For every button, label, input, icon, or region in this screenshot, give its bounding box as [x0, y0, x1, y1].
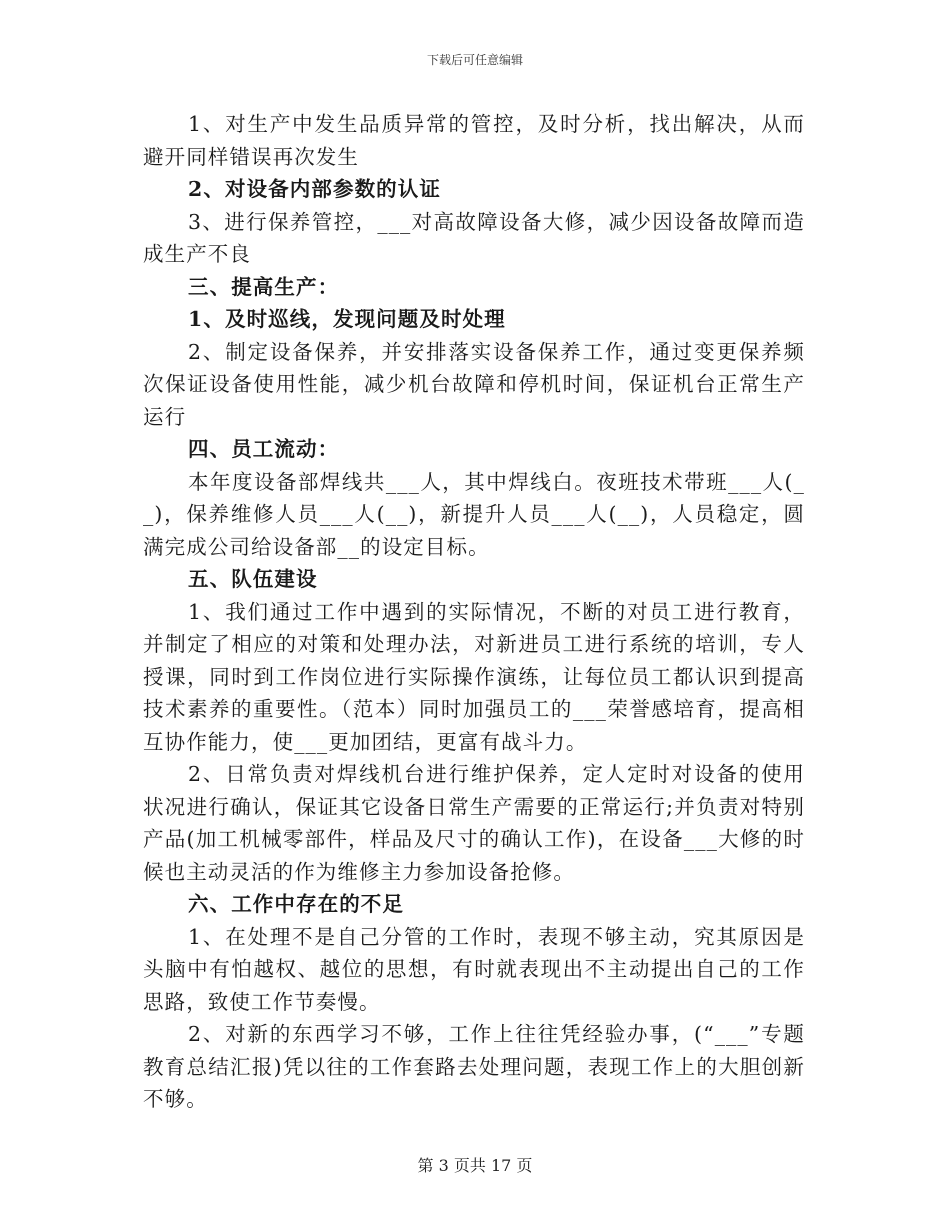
- paragraph-staff-training: 1、我们通过工作中遇到的实际情况，不断的对员工进行教育，并制定了相应的对策和处理办法，对新进员工进行系统的培训，专人授课，同时到工作岗位进行实际操作演练，让每位员工都认识到提高技术素养的重要性。（范本）同时加强员工的___荣誉感培育，提高相互协作能力，使___更加团结，更富有战斗力。: [143, 599, 805, 754]
- paragraph-maintenance-control: 3、进行保养管控，___对高故障设备大修，减少因设备故障而造成生产不良: [143, 209, 805, 266]
- page-footer: 第 3 页共 17 页: [417, 1156, 533, 1175]
- paragraph-maintenance-plan: 2、制定设备保养，并安排落实设备保养工作，通过变更保养频次保证设备使用性能，减少机台故障和停机时间，保证机台正常生产运行: [143, 339, 805, 429]
- paragraph-daily-maintenance: 2、日常负责对焊线机台进行维护保养，定人定时对设备的使用状况进行确认，保证其它设备日常生产需要的正常运行;并负责对特别产品(加工机械零部件，样品及尺寸的确认工作)，在设备___大修的时候也主动灵活的作为维修主力参加设备抢修。: [143, 762, 805, 884]
- paragraph-shortcoming-initiative: 1、在处理不是自己分管的工作时，表现不够主动，究其原因是头脑中有怕越权、越位的思想，有时就表现出不主动提出自己的工作思路，致使工作节奏慢。: [143, 924, 805, 1014]
- section-heading-team-building: 五、队伍建设: [188, 567, 318, 591]
- document-body: [143, 108, 805, 1116]
- section-heading-shortcomings: 六、工作中存在的不足: [188, 892, 404, 916]
- paragraph-parameter-verification: 2、对设备内部参数的认证: [188, 177, 441, 201]
- section-heading-improve-production: 三、提高生产：: [188, 274, 340, 299]
- paragraph-staff-numbers: 本年度设备部焊线共___人，其中焊线白。夜班技术带班___人(__)，保养维修人员___人(__)，新提升人员___人(__)，人员稳定，圆满完成公司给设备部__的设定目标。: [143, 469, 805, 559]
- section-heading-staff-turnover: 四、员工流动：: [188, 437, 340, 461]
- paragraph-shortcoming-learning: 2、对新的东西学习不够，工作上往往凭经验办事，(“___”专题教育总结汇报)凭以往的工作套路去处理问题，表现工作上的大胆创新不够。: [143, 1022, 805, 1111]
- page-header: 下载后可任意编辑: [426, 53, 523, 67]
- paragraph-line-inspection: 1、及时巡线，发现问题及时处理: [188, 307, 506, 331]
- paragraph-quality-control: 1、对生产中发生品质异常的管控，及时分析，找出解决，从而避开同样错误再次发生: [143, 112, 805, 169]
